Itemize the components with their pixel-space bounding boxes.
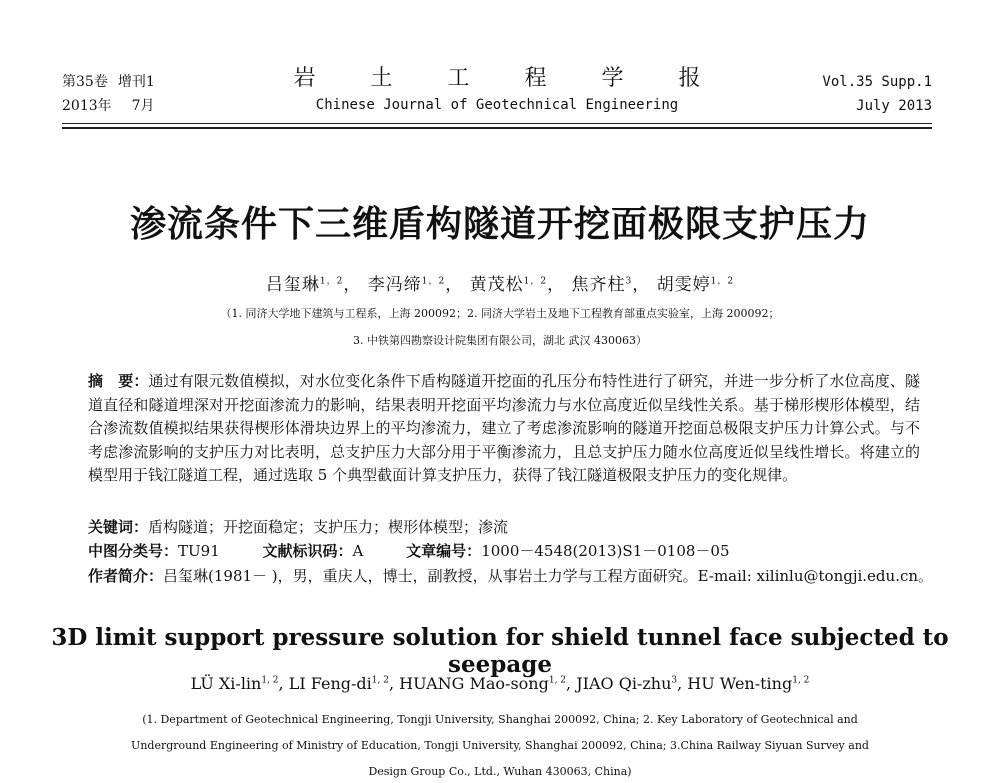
running-header: [62, 66, 932, 124]
clc-label: 中图分类号：: [88, 542, 179, 560]
affiliation-en-line: Underground Engineering of Ministry of Education, Tongji University, Shanghai 200092, China; 3.China Railway Siyuan Survey and: [131, 739, 869, 752]
article-number-label: 文章编号：: [406, 542, 482, 560]
journal-name-cn: 岩 土 工 程 学 报: [293, 66, 725, 91]
header-date-en: July 2013: [856, 98, 932, 114]
author-en: HUANG Mao-song$^{1, 2}$: [399, 674, 567, 693]
header-rule-thin: [62, 123, 932, 124]
header-rule-thick: [62, 127, 932, 129]
header-volume-en: [822, 70, 932, 118]
abstract: [88, 370, 920, 488]
affiliation-en-line: Design Group Co., Ltd., Wuhan 430063, China): [368, 765, 632, 778]
header-vol-cn: 第35卷: [62, 74, 108, 90]
journal-name: [62, 64, 932, 116]
journal-name-en: Chinese Journal of Geotechnical Engineering: [315, 97, 679, 113]
author-cn: 李冯缔$^{1,2}$: [367, 275, 446, 295]
abstract-label: 摘 要：: [88, 372, 149, 390]
paper-title-cn: 渗流条件下三维盾构隧道开挖面极限支护压力: [129, 204, 870, 245]
author-cn: 焦齐柱$^3$: [571, 275, 633, 295]
keywords: [88, 516, 920, 538]
author-list-cn: 吕玺琳$^{1,2}$， 李冯缔$^{1,2}$， 黄茂松$^{1,2}$， 焦齐柱$^3$， 胡雯婷$^{1,2}$: [265, 275, 735, 295]
abstract-text: 通过有限元数值模拟，对水位变化条件下盾构隧道开挖面的孔压分布特性进行了研究，并进一步分析了水位高度、隧道直径和隧道埋深对开挖面渗流力的影响，结果表明开挖面平均渗流力与水位高度近似呈线性关系。基于梯形楔形体模型，结合渗流数值模拟结果获得楔形体滑块边界上的平均渗流力，建立了考虑渗流影响的隧道开挖面总极限支护压力计算公式。与不考虑渗流影响的支护压力对比表明，总支护压力大部分用于平衡渗流力，且总支护压力随水位高度近似呈线性增长。将建立的模型用于钱江隧道工程，通过选取 5 个典型截面计算支护压力，获得了钱江隧道极限支护压力的变化规律。: [88, 372, 920, 485]
author-cn: 胡雯婷$^{1,2}$: [656, 275, 735, 295]
classification-line: [88, 540, 920, 562]
author-en: LÜ Xi-lin$^{1, 2}$: [190, 674, 279, 693]
paper-title-en: 3D limit support pressure solution for shield tunnel face subjected to seepage: [51, 624, 949, 678]
doc-code-value: A: [352, 542, 364, 560]
author-en: JIAO Qi-zhu$^3$: [576, 674, 678, 693]
author-cn: 黄茂松$^{1,2}$: [469, 275, 548, 295]
article-number-value: 1000－4548(2013)S1－0108－05: [481, 542, 730, 560]
author-en: HU Wen-ting$^{1, 2}$: [687, 674, 810, 693]
header-issue-cn: 增刊1: [117, 74, 155, 90]
author-cn: 吕玺琳$^{1,2}$: [265, 275, 344, 295]
author-bio: [88, 565, 934, 587]
header-vol-en: Vol.35 Supp.1: [822, 74, 932, 90]
keywords-text: 盾构隧道；开挖面稳定；支护压力；楔形体模型；渗流: [148, 518, 509, 536]
keywords-label: 关键词：: [88, 518, 149, 536]
clc-value: TU91: [178, 542, 220, 560]
author-list-en: LÜ Xi-lin$^{1, 2}$, LI Feng-di$^{1, 2}$, HUANG Mao-song$^{1, 2}$, JIAO Qi-zhu$^3$, HU Wen-ting$^{1, 2}$: [190, 674, 810, 693]
affiliation-cn-line: 3. 中铁第四勘察设计院集团有限公司，湖北 武汉 430063）: [353, 334, 647, 347]
bio-label: 作者简介：: [88, 567, 164, 585]
bio-text: 吕玺琳(1981－ )，男，重庆人，博士，副教授，从事岩土力学与工程方面研究。E-mail: xilinlu@tongji.edu.cn。: [163, 567, 934, 585]
affiliation-cn-line: （1. 同济大学地下建筑与工程系，上海 200092；2. 同济大学岩土及地下工程教育部重点实验室，上海 200092；: [220, 307, 780, 320]
header-year-cn: 2013年: [62, 98, 112, 114]
affiliation-en-line: (1. Department of Geotechnical Engineering, Tongji University, Shanghai 200092, China; 2. Key Laboratory of Geotechnical and: [142, 713, 858, 726]
doc-code-label: 文献标识码：: [262, 542, 353, 560]
header-month-cn: 7月: [131, 98, 155, 114]
author-en: LI Feng-di$^{1, 2}$: [288, 674, 389, 693]
